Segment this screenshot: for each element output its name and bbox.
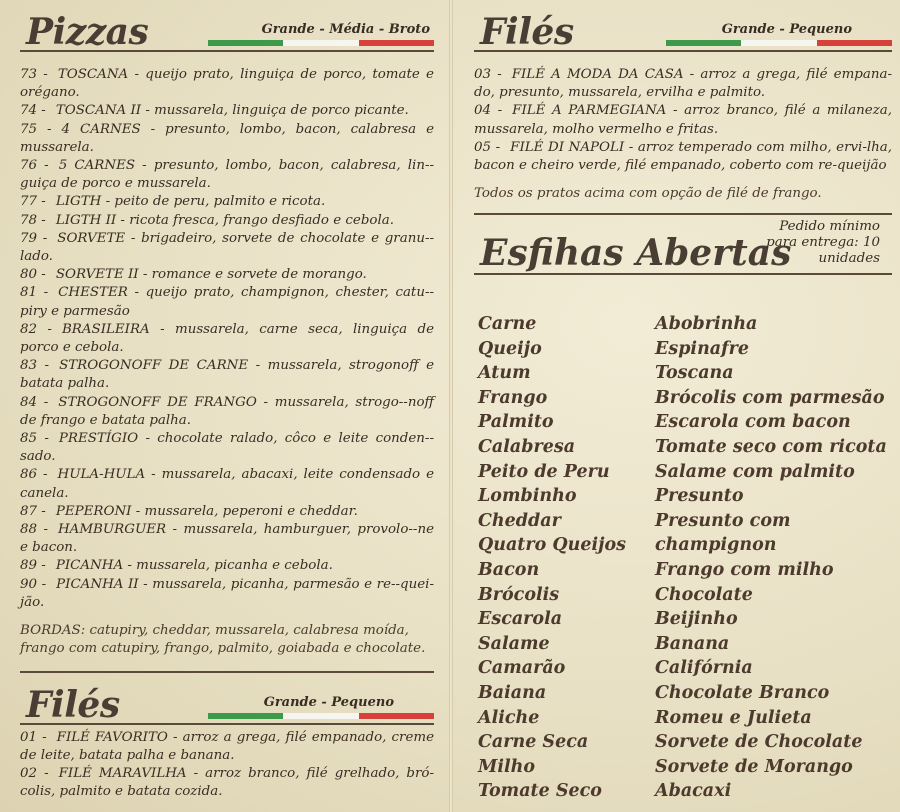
item-name: LIGTH bbox=[55, 194, 102, 210]
menu-item bbox=[20, 729, 434, 765]
item-description: - mussarela, peperoni e cheddar. bbox=[131, 503, 358, 519]
esfiha-flavor: Presunto bbox=[655, 486, 744, 507]
item-name: FILÉ DI NAPOLI bbox=[510, 139, 625, 155]
esfiha-flavor: Escarola com bacon bbox=[655, 412, 851, 433]
page-fold bbox=[449, 0, 453, 812]
item-number: 80 - bbox=[20, 267, 46, 283]
item-name: STROGONOFF DE CARNE bbox=[59, 358, 249, 374]
esfiha-flavor: Beijinho bbox=[655, 609, 738, 630]
item-number: 87 - bbox=[20, 503, 46, 519]
item-description: - chocolate ralado, côco e leite conden--sado. bbox=[20, 431, 434, 465]
item-number: 77 - bbox=[20, 194, 46, 210]
item-number: 83 - bbox=[20, 358, 50, 374]
item-name: 4 CARNES bbox=[61, 121, 141, 137]
files-right-title: Filés bbox=[480, 11, 574, 53]
item-description: - arroz branco, filé a milaneza, mussarela, molho vermelho e fritas. bbox=[474, 103, 892, 137]
esfihas-min-order: Pedido mínimo para entrega: 10 unidades bbox=[766, 219, 880, 267]
esfiha-flavor: Carne Seca bbox=[478, 732, 589, 753]
esfiha-flavor: Abobrinha bbox=[655, 314, 758, 334]
right-column bbox=[474, 0, 892, 275]
esfiha-flavor: Brócolis bbox=[478, 584, 560, 605]
item-number: 02 - bbox=[20, 765, 49, 781]
files-left-sizes: Grande - Pequeno bbox=[263, 694, 394, 710]
esfiha-flavor: Califórnia bbox=[655, 658, 753, 679]
esfiha-flavor: Escarola bbox=[478, 609, 563, 630]
esfihas-title: Esfihas Abertas bbox=[480, 232, 792, 275]
item-name: PRESTÍGIO bbox=[58, 431, 139, 447]
item-name: BRASILEIRA bbox=[61, 321, 150, 337]
esfiha-flavor: Calabresa bbox=[478, 436, 576, 457]
item-number: 05 - bbox=[474, 139, 501, 155]
item-name: FILÉ A MODA DA CASA bbox=[511, 67, 684, 82]
files-left-title: Filés bbox=[26, 683, 120, 726]
esfiha-flavor: Presunto com champignon bbox=[655, 510, 791, 556]
item-description: - arroz temperado com milho, ervi-lha, bacon e cheiro verde, filé empanado, coberto com re-queijão bbox=[474, 139, 893, 174]
menu-item bbox=[20, 466, 434, 502]
item-name: SORVETE bbox=[57, 230, 126, 246]
pizzas-header bbox=[20, 0, 434, 52]
item-number: 78 - bbox=[20, 212, 46, 228]
esfiha-flavor: Peito de Peru bbox=[478, 461, 610, 482]
esfiha-flavor: Brócolis com parmesão bbox=[655, 387, 885, 408]
esfiha-flavor: Salame bbox=[478, 633, 550, 654]
menu-item bbox=[20, 521, 434, 557]
esfiha-flavor: Camarão bbox=[478, 658, 566, 679]
item-name: CHESTER bbox=[58, 285, 128, 301]
item-number: 04 - bbox=[474, 103, 503, 119]
item-description: - queijo prato, champignon, chester, catu--piry e parmesão bbox=[20, 285, 434, 319]
esfiha-flavor: Chocolate Branco bbox=[655, 682, 830, 703]
item-number: 84 - bbox=[20, 394, 49, 410]
menu-item bbox=[474, 66, 892, 102]
esfiha-flavor: Espinafre bbox=[655, 338, 750, 359]
esfiha-flavor: Lombinho bbox=[478, 486, 577, 507]
esfiha-flavor: Sorvete de Morango bbox=[655, 756, 853, 777]
item-description: - mussarela, picanha e cebola. bbox=[123, 558, 333, 574]
esfiha-flavor: Abacaxi bbox=[655, 781, 732, 802]
item-name: HULA-HULA bbox=[57, 467, 146, 483]
item-name: FILÉ FAVORITO bbox=[56, 729, 168, 745]
item-name: PICANHA II bbox=[56, 576, 139, 592]
item-number: 76 - bbox=[20, 158, 49, 174]
files-frango-note: Todos os pratos acima com opção de filé de frango. bbox=[474, 186, 822, 202]
item-description: - mussarela, strogonoff e batata palha. bbox=[20, 358, 434, 392]
menu-item bbox=[20, 102, 434, 120]
esfiha-flavor: Tomate Seco bbox=[478, 781, 602, 802]
item-description: - arroz a grega, filé empanado, creme de leite, batata palha e banana. bbox=[20, 729, 434, 763]
item-description: - arroz branco, filé grelhado, bró-colis, palmito e batata cozida. bbox=[20, 765, 434, 800]
menu-item bbox=[20, 284, 434, 320]
esfiha-flavor: Milho bbox=[478, 756, 536, 777]
item-description: - romance e sorvete de morango. bbox=[138, 267, 367, 283]
esfiha-flavor: Queijo bbox=[478, 338, 542, 359]
item-description: - arroz a grega, filé empana-do, presunto, mussarela, ervilha e palmito. bbox=[474, 67, 892, 101]
esfiha-flavor: Carne bbox=[478, 314, 537, 334]
menu-item bbox=[20, 321, 434, 357]
item-name: PEPERONI bbox=[55, 503, 132, 519]
item-description: - brigadeiro, sorvete de chocolate e granu--lado. bbox=[20, 230, 434, 265]
menu-item bbox=[20, 66, 434, 102]
item-description: - queijo prato, linguiça de porco, tomate e orégano. bbox=[20, 67, 434, 101]
esfiha-flavor: Salame com palmito bbox=[655, 461, 855, 482]
menu-item bbox=[20, 230, 434, 266]
esfiha-flavor: Aliche bbox=[478, 707, 540, 728]
italian-flag-stripe bbox=[666, 40, 892, 46]
esfiha-flavor: Palmito bbox=[478, 412, 554, 433]
item-name: STROGONOFF DE FRANGO bbox=[58, 394, 257, 410]
item-number: 89 - bbox=[20, 558, 46, 574]
menu-item bbox=[20, 193, 434, 211]
files-right-header bbox=[474, 0, 892, 52]
item-description: - mussarela, picanha, parmesão e re--quei-jão. bbox=[20, 576, 434, 610]
item-description: - ricota fresca, frango desfiado e cebola. bbox=[116, 212, 394, 228]
item-name: FILÉ A PARMEGIANA bbox=[512, 103, 667, 119]
menu-item bbox=[20, 357, 434, 393]
item-description: - mussarela, hamburguer, provolo--ne e bacon. bbox=[20, 522, 434, 556]
item-number: 75 - bbox=[20, 121, 52, 137]
esfiha-flavor: Chocolate bbox=[655, 584, 753, 605]
item-number: 82 - bbox=[20, 321, 52, 337]
item-description: - presunto, lombo, bacon, calabresa e mussarela. bbox=[20, 121, 434, 155]
files-left-list bbox=[20, 729, 434, 802]
item-number: 81 - bbox=[20, 285, 49, 301]
italian-flag-stripe bbox=[208, 40, 434, 46]
item-description: - mussarela, linguiça de porco picante. bbox=[141, 103, 409, 119]
item-description: - mussarela, abacaxi, leite condensado e canela. bbox=[20, 467, 434, 501]
esfiha-flavor: Bacon bbox=[478, 559, 540, 580]
item-number: 01 - bbox=[20, 729, 47, 745]
item-name: SORVETE II bbox=[55, 267, 139, 283]
item-number: 88 - bbox=[20, 522, 48, 538]
files-left-header bbox=[20, 671, 434, 725]
item-name: HAMBURGUER bbox=[57, 522, 167, 538]
pizzas-title: Pizzas bbox=[26, 11, 149, 53]
item-name: TOSCANA II bbox=[55, 103, 142, 119]
esfiha-flavor: Sorvete de Chocolate bbox=[655, 732, 863, 753]
esfiha-flavor: Romeu e Julieta bbox=[655, 707, 812, 728]
left-column bbox=[20, 0, 434, 801]
esfiha-flavor: Quatro Queijos bbox=[478, 535, 626, 556]
italian-flag-stripe bbox=[208, 713, 434, 719]
bordas-note: BORDAS: catupiry, cheddar, mussarela, calabresa moída, frango com catupiry, frango, palmito, goiabada e chocolate. bbox=[20, 623, 426, 657]
item-name: PICANHA bbox=[55, 558, 124, 574]
esfiha-flavor: Frango com milho bbox=[655, 559, 834, 580]
menu-item bbox=[20, 765, 434, 801]
item-name: LIGTH II bbox=[55, 212, 117, 228]
item-number: 79 - bbox=[20, 230, 48, 246]
item-name: FILÉ MARAVILHA bbox=[58, 765, 187, 781]
item-description: - presunto, lombo, bacon, calabresa, lin--guiça de porco e mussarela. bbox=[20, 158, 434, 192]
item-number: 85 - bbox=[20, 431, 49, 447]
item-description: - peito de peru, palmito e ricota. bbox=[101, 194, 326, 210]
item-description: - mussarela, strogo--noff de frango e batata palha. bbox=[20, 394, 435, 428]
esfiha-flavor: Frango bbox=[478, 387, 548, 408]
item-description: - mussarela, carne seca, linguiça de porco e cebola. bbox=[20, 321, 435, 356]
esfiha-flavor: Cheddar bbox=[478, 510, 561, 531]
esfiha-flavor: Tomate seco com ricota bbox=[655, 436, 887, 457]
menu-item bbox=[20, 157, 434, 193]
item-number: 74 - bbox=[20, 103, 46, 119]
item-name: TOSCANA bbox=[57, 67, 129, 82]
item-number: 73 - bbox=[20, 67, 48, 82]
esfiha-flavor: Baiana bbox=[478, 682, 547, 703]
esfiha-flavor: Toscana bbox=[655, 363, 734, 384]
menu-item bbox=[20, 430, 434, 466]
menu-item bbox=[20, 121, 434, 157]
menu-item bbox=[20, 576, 434, 612]
menu-item bbox=[474, 102, 892, 138]
files-right-sizes: Grande - Pequeno bbox=[721, 22, 852, 37]
files-right-list bbox=[474, 66, 892, 175]
item-number: 90 - bbox=[20, 576, 47, 592]
esfihas-list-right bbox=[655, 312, 900, 804]
menu-item bbox=[474, 139, 892, 175]
esfiha-flavor: Banana bbox=[655, 633, 730, 654]
esfiha-flavor: Atum bbox=[478, 363, 531, 384]
pizzas-list bbox=[20, 66, 434, 612]
esfihas-list-left bbox=[478, 312, 626, 804]
esfihas-header bbox=[474, 213, 892, 275]
menu-item bbox=[20, 394, 434, 430]
menu-item bbox=[20, 266, 434, 284]
item-number: 86 - bbox=[20, 467, 48, 483]
menu-item bbox=[20, 212, 434, 230]
item-number: 03 - bbox=[474, 67, 502, 82]
menu-item bbox=[20, 557, 434, 575]
menu-item bbox=[20, 503, 434, 521]
item-name: 5 CARNES bbox=[58, 158, 136, 174]
pizzas-sizes: Grande - Média - Broto bbox=[261, 22, 430, 37]
